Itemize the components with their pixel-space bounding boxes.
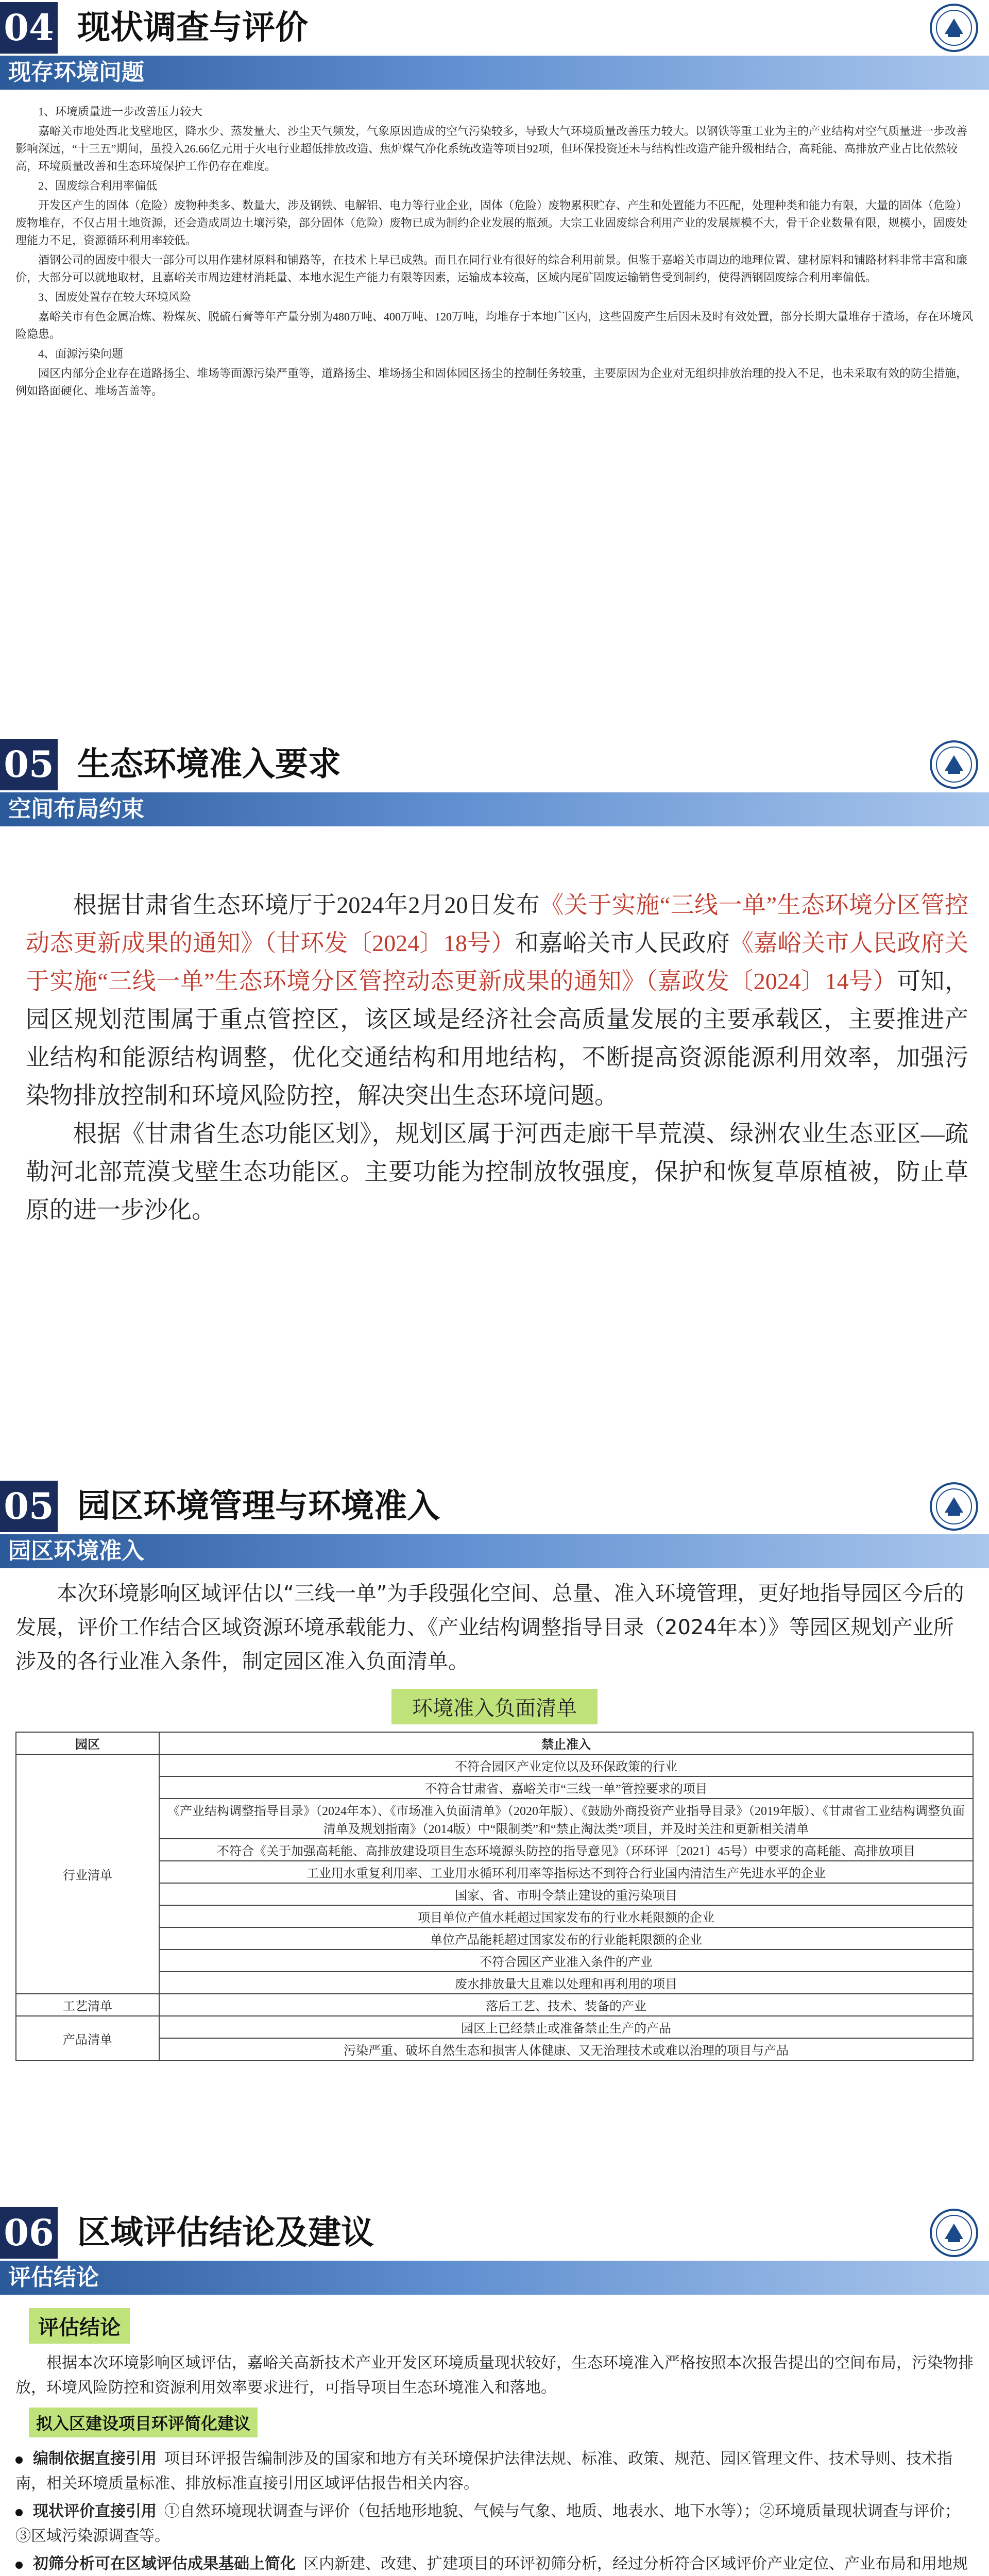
section-title: 区域评估结论及建议 — [77, 2213, 374, 2252]
table-row — [16, 1950, 973, 1972]
issue-paragraph: 开发区产生的固体（危险）废物种类多、数量大，涉及钢铁、电解铝、电力等行业企业，固体（危险）废物累积贮存、产生和处置能力不匹配，处理种类和能力有限，大量的固体（危险）废物堆存，不仅占用土地资源，还会造成周边土壤污染，部分固体（危险）废物已成为制约企业发展的瓶颈。大宗工业固废综合利用产业的发展规模不大，骨干企业数量有限，规模小，固废处理能力不足，资源循环利用率较低。 — [15, 199, 968, 247]
table-row — [16, 1905, 973, 1927]
table-row — [16, 1861, 973, 1883]
table-cell: 污染严重、破坏自然生态和损害人体健康、又无治理技术或难以治理的项目与产品 — [159, 2038, 973, 2060]
slide-current-issues — [0, 0, 989, 714]
notice-citation-1: 《关于实施“三线一单”生态环境分区管控动态更新成果的通知》（甘环发〔2024〕18号） — [26, 892, 968, 956]
bullet-icon — [15, 2509, 23, 2516]
slide-conclusions — [0, 2205, 989, 2576]
issue-paragraph: 园区内部分企业存在道路扬尘、堆场等面源污染严重等，道路扬尘、堆场扬尘和固体园区扬尘的控制任务较重，主要原因为企业对无组织排放治理的投入不足，也未采取有效的防尘措施，例如路面硬化、堆场苫盖等。 — [15, 367, 968, 397]
row-label-industry: 行业清单 — [16, 1754, 159, 1994]
issue-heading: 4、面源污染问题 — [38, 347, 124, 360]
table-cell: 不符合《关于加强高耗能、高排放建设项目生态环境源头防控的指导意见》（环环评〔2021〕45号）中要求的高耗能、高排放项目 — [159, 1839, 973, 1861]
section-bar — [0, 56, 989, 90]
conclusion-text: 根据本次环境影响区域评估，嘉峪关高新技术产业开发区环境质量现状较好，生态环境准入严格按照本次报告提出的空间布局，污染物排放，环境风险防控和资源利用效率要求进行，可指导项目生态环境准入和落地。 — [15, 2354, 974, 2396]
table-cell: 不符合园区产业准入条件的产业 — [159, 1950, 973, 1972]
table-cell: 不符合园区产业定位以及环保政策的行业 — [159, 1754, 973, 1776]
table-row — [16, 1972, 973, 1994]
table-cell: 国家、省、市明令禁止建设的重污染项目 — [159, 1883, 973, 1905]
table-row — [16, 1776, 973, 1799]
spatial-paragraph-1: 根据甘肃省生态环境厅于2024年2月20日发布《关于实施“三线一单”生态环境分区管控动态更新成果的通知》（甘环发〔2024〕18号）和嘉峪关市人民政府《嘉峪关市人民政府关于实施“三线一单”生态环境分区管控动态更新成果的通知》（嘉政发〔2024〕14号）可知，园区规划范围属于重点管控区，该区域是经济社会高质量发展的主要承载区，主要推进产业结构和能源结构调整，优化交通结构和用地结构，不断提高资源能源利用效率，加强污染物排放控制和环境风险防控，解决突出生态环境问题。 — [26, 892, 969, 1109]
section-header — [0, 0, 989, 56]
spatial-paragraph-2: 根据《甘肃省生态功能区划》，规划区属于河西走廊干旱荒漠、绿洲农业生态亚区—疏勒河北部荒漠戈壁生态功能区。主要功能为控制放牧强度，保护和恢复草原植被，防止草原的进一步沙化。 — [26, 1121, 968, 1223]
issue-heading: 3、固废处置存在较大环境风险 — [38, 291, 192, 303]
table-title: 环境准入负面清单 — [391, 1689, 598, 1724]
bar-title: 现存环境问题 — [8, 59, 144, 86]
section-header — [0, 737, 989, 792]
simplification-tag: 拟入区建设项目环评简化建议 — [29, 2408, 258, 2437]
access-body — [15, 1577, 974, 2061]
col-area: 园区 — [16, 1732, 159, 1754]
issue-heading: 1、环境质量进一步改善压力较大 — [38, 105, 203, 118]
table-row — [16, 1754, 973, 1776]
conclusion-tag: 评估结论 — [29, 2308, 130, 2344]
access-intro: 本次环境影响区域评估以“三线一单”为手段强化空间、总量、准入环境管理，更好地指导园区今后的发展，评价工作结合区域资源环境承载能力、《产业结构调整指导目录（2024年本）》等园区规划产业所涉及的各行业准入条件，制定园区准入负面清单。 — [15, 1582, 964, 1673]
section-bar — [0, 2261, 989, 2295]
slide-eco-requirements — [0, 737, 989, 1455]
section-number: 06 — [0, 2207, 58, 2259]
conclusion-body — [15, 2308, 974, 2576]
issue-paragraph: 酒钢公司的固废中很大一部分可以用作建材原料和铺路等，在技术上早已成熟。而且在同行业有很好的综合利用前景。但鉴于嘉峪关市周边的地理位置、建材原料和铺路材料非常丰富和廉价，大部分可以就地取材，且嘉峪关市周边建材消耗量、本地水泥生产能力有限等因素，运输成本较高，区域内尾矿固废运输销售受到制约，使得酒钢固废综合利用率偏低。 — [15, 253, 968, 284]
university-emblem-icon — [929, 740, 979, 789]
bar-title: 空间布局约束 — [8, 796, 144, 822]
table-row — [16, 1927, 973, 1950]
section-bar — [0, 1534, 989, 1568]
row-label-product: 产品清单 — [16, 2016, 159, 2060]
section-number: 05 — [0, 739, 58, 790]
table-row — [16, 1994, 973, 2016]
table-header-row — [16, 1732, 973, 1754]
simplify-item: 初筛分析可在区域评估成果基础上简化 区内新建、改建、扩建项目的环评初筛分析，经过分析符合区域评价产业定位、产业布局和用地规 — [15, 2552, 974, 2576]
simplify-item: 现状评价直接引用 ①自然环境现状调查与评价（包括地形地貌、气候与气象、地质、地表水、地下水等）；②环境质量现状调查与评价；③区域污染源调查等。 — [15, 2502, 960, 2545]
issue-heading: 2、固废综合利用率偏低 — [38, 179, 158, 192]
bar-title: 园区环境准入 — [8, 1538, 144, 1564]
table-cell: 《产业结构调整指导目录》（2024年本）、《市场准入负面清单》（2020年版）、《鼓励外商投资产业指导目录》（2019年版）、《甘肃省工业结构调整负面清单及规划指南》（2014版）中“限制类”和“禁止淘汰类”项目，并及时关注和更新相关清单 — [159, 1799, 973, 1839]
university-emblem-icon — [929, 2208, 979, 2258]
section-title: 园区环境管理与环境准入 — [77, 1487, 440, 1526]
row-label-tech: 工艺清单 — [16, 1994, 159, 2016]
section-bar — [0, 792, 989, 826]
university-emblem-icon — [929, 3, 979, 53]
section-title: 生态环境准入要求 — [77, 745, 341, 784]
bullet-icon — [15, 2562, 23, 2569]
table-cell: 不符合甘肃省、嘉峪关市“三线一单”管控要求的项目 — [159, 1776, 973, 1799]
section-header — [0, 1479, 989, 1534]
table-cell: 项目单位产值水耗超过国家发布的行业水耗限额的企业 — [159, 1905, 973, 1927]
section-number: 04 — [0, 2, 58, 54]
section-header — [0, 2205, 989, 2261]
table-row — [16, 1883, 973, 1905]
issue-paragraph: 嘉峪关市有色金属冶炼、粉煤灰、脱硫石膏等年产量分别为480万吨、400万吨、120万吨，均堆存于本地广区内，这些固废产生后因未及时有效处置，部分长期大量堆存于渣场，存在环境风险隐患。 — [15, 310, 974, 341]
table-row — [16, 1799, 973, 1839]
bar-title: 评估结论 — [8, 2264, 99, 2291]
section-title: 现状调查与评价 — [77, 8, 308, 47]
table-cell: 园区上已经禁止或准备禁止生产的产品 — [159, 2016, 973, 2038]
table-row — [16, 2016, 973, 2038]
issue-paragraph: 嘉峪关市地处西北戈壁地区，降水少、蒸发量大、沙尘天气频发，气象原因造成的空气污染较多，导致大气环境质量改善压力较大。以钢铁等重工业为主的产业结构对空气质量进一步改善影响深远，“十三五”期间，虽投入26.66亿元用于火电行业超低排放改造、焦炉煤气净化系统改造等项目92项，但环保投资还未与结构性改造产能升级相结合，高耗能、高排放产业占比依然较高，环境质量改善和生态环境保护工作仍存在难度。 — [15, 125, 968, 173]
table-cell: 废水排放量大且难以处理和再利用的项目 — [159, 1972, 973, 1994]
table-cell: 落后工艺、技术、装备的产业 — [159, 1994, 973, 2016]
university-emblem-icon — [929, 1482, 979, 1531]
issues-body — [15, 103, 974, 402]
bullet-icon — [15, 2456, 23, 2464]
table-row — [16, 2038, 973, 2060]
table-cell: 工业用水重复利用率、工业用水循环利用率等指标达不到符合行业国内清洁生产先进水平的企业 — [159, 1861, 973, 1883]
negative-list-table — [15, 1732, 974, 2061]
table-row — [16, 1839, 973, 1861]
notice-citation-2: 《嘉峪关市人民政府关于实施“三线一单”生态环境分区管控动态更新成果的通知》（嘉政发〔2024〕14号） — [26, 930, 969, 994]
section-number: 05 — [0, 1481, 58, 1532]
slide-park-access — [0, 1479, 989, 2187]
table-cell: 单位产品能耗超过国家发布的行业能耗限额的企业 — [159, 1927, 973, 1950]
spatial-body — [26, 886, 968, 1229]
col-forbidden: 禁止准入 — [159, 1732, 973, 1754]
simplify-item: 编制依据直接引用 项目环评报告编制涉及的国家和地方有关环境保护法律法规、标准、政策、规范、园区管理文件、技术导则、技术指南，相关环境质量标准、排放标准直接引用区域评估报告相关内容。 — [15, 2450, 952, 2492]
